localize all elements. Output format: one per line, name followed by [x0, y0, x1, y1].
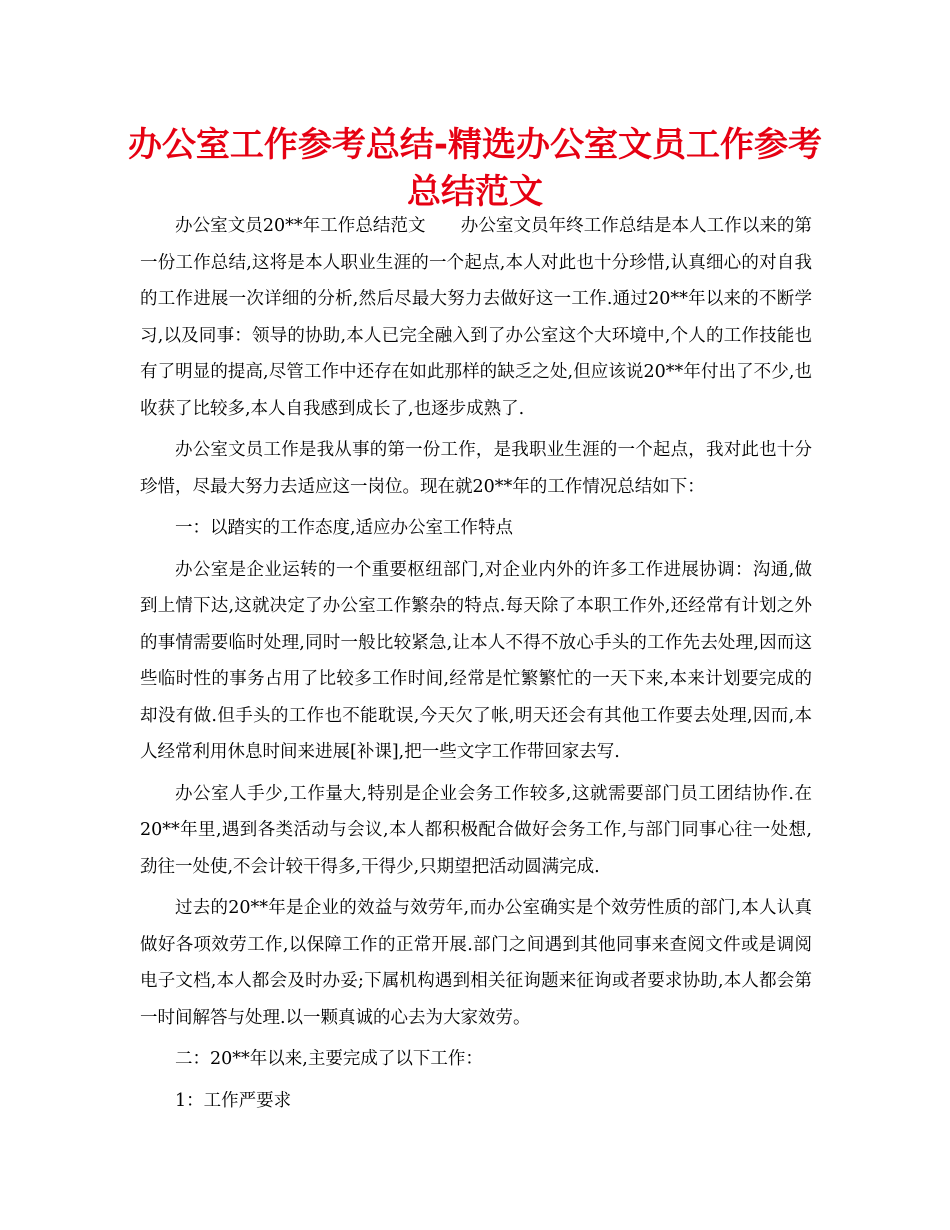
section-heading-1: 一：以踏实的工作态度,适应办公室工作特点	[175, 518, 514, 538]
paragraph-service: 过去的20**年是企业的效益与效劳年,而办公室确实是个效劳性质的部门,本人认真做好各项效劳工作,以保障工作的正常开展.部门之间遇到其他同事来查阅文件或是调阅电子文档,本人都会及时办妥;下属机构遇到相关征询题来征询或者要求协助,本人都会第一时间解答与处理.以一颗真诚的心去为大家效劳。	[140, 898, 812, 1028]
subsection-heading-1: 1：工作严要求	[175, 1090, 292, 1111]
section-heading-2: 二：20**年以来,主要完成了以下工作：	[175, 1049, 483, 1069]
paragraph-first-job: 办公室文员工作是我从事的第一份工作，是我职业生涯的一个起点，我对此也十分珍惜，尽最大努力去适应这一岗位。现在就20**年的工作情况总结如下：	[140, 440, 812, 497]
paragraph-teamwork: 办公室人手少,工作量大,特别是企业会务工作较多,这就需要部门员工团结协作.在20**年里,遇到各类活动与会议,本人都积极配合做好会务工作,与部门同事心往一处想,劲往一处使,不会计较干得多,干得少,只期望把活动圆满完成.	[140, 783, 812, 877]
paragraph-office-hub: 办公室是企业运转的一个重要枢纽部门,对企业内外的许多工作进展协调：沟通,做到上情下达,这就决定了办公室工作繁杂的特点.每天除了本职工作外,还经常有计划之外的事情需要临时处理,同时一般比较紧急,让本人不得不放心手头的工作先去处理,因而这些临时性的事务占用了比较多工作时间,经常是忙繁繁忙的一天下来,本来计划要完成的却没有做.但手头的工作也不能耽误,今天欠了帐,明天还会有其他工作要去处理,因而,本人经常利用休息时间来进展[补课],把一些文字工作带回家去写.	[140, 559, 812, 762]
document-title: 办公室工作参考总结-精选办公室文员工作参考总结范文	[127, 125, 823, 212]
document-body	[140, 208, 812, 1124]
paragraph-intro: 办公室文员20**年工作总结范文 办公室文员年终工作总结是本人工作以来的第一份工作总结,这将是本人职业生涯的一个起点,本人对此也十分珍惜,认真细心的对自我的工作进展一次详细的分析,然后尽最大努力去做好这一工作.通过20**年以来的不断学习,以及同事：领导的协助,本人已完全融入到了办公室这个大环境中,个人的工作技能也有了明显的提高,尽管工作中还存在如此那样的缺乏之处,但应该说20**年付出了不少,也收获了比较多,本人自我感到成长了,也逐步成熟了.	[140, 216, 812, 419]
